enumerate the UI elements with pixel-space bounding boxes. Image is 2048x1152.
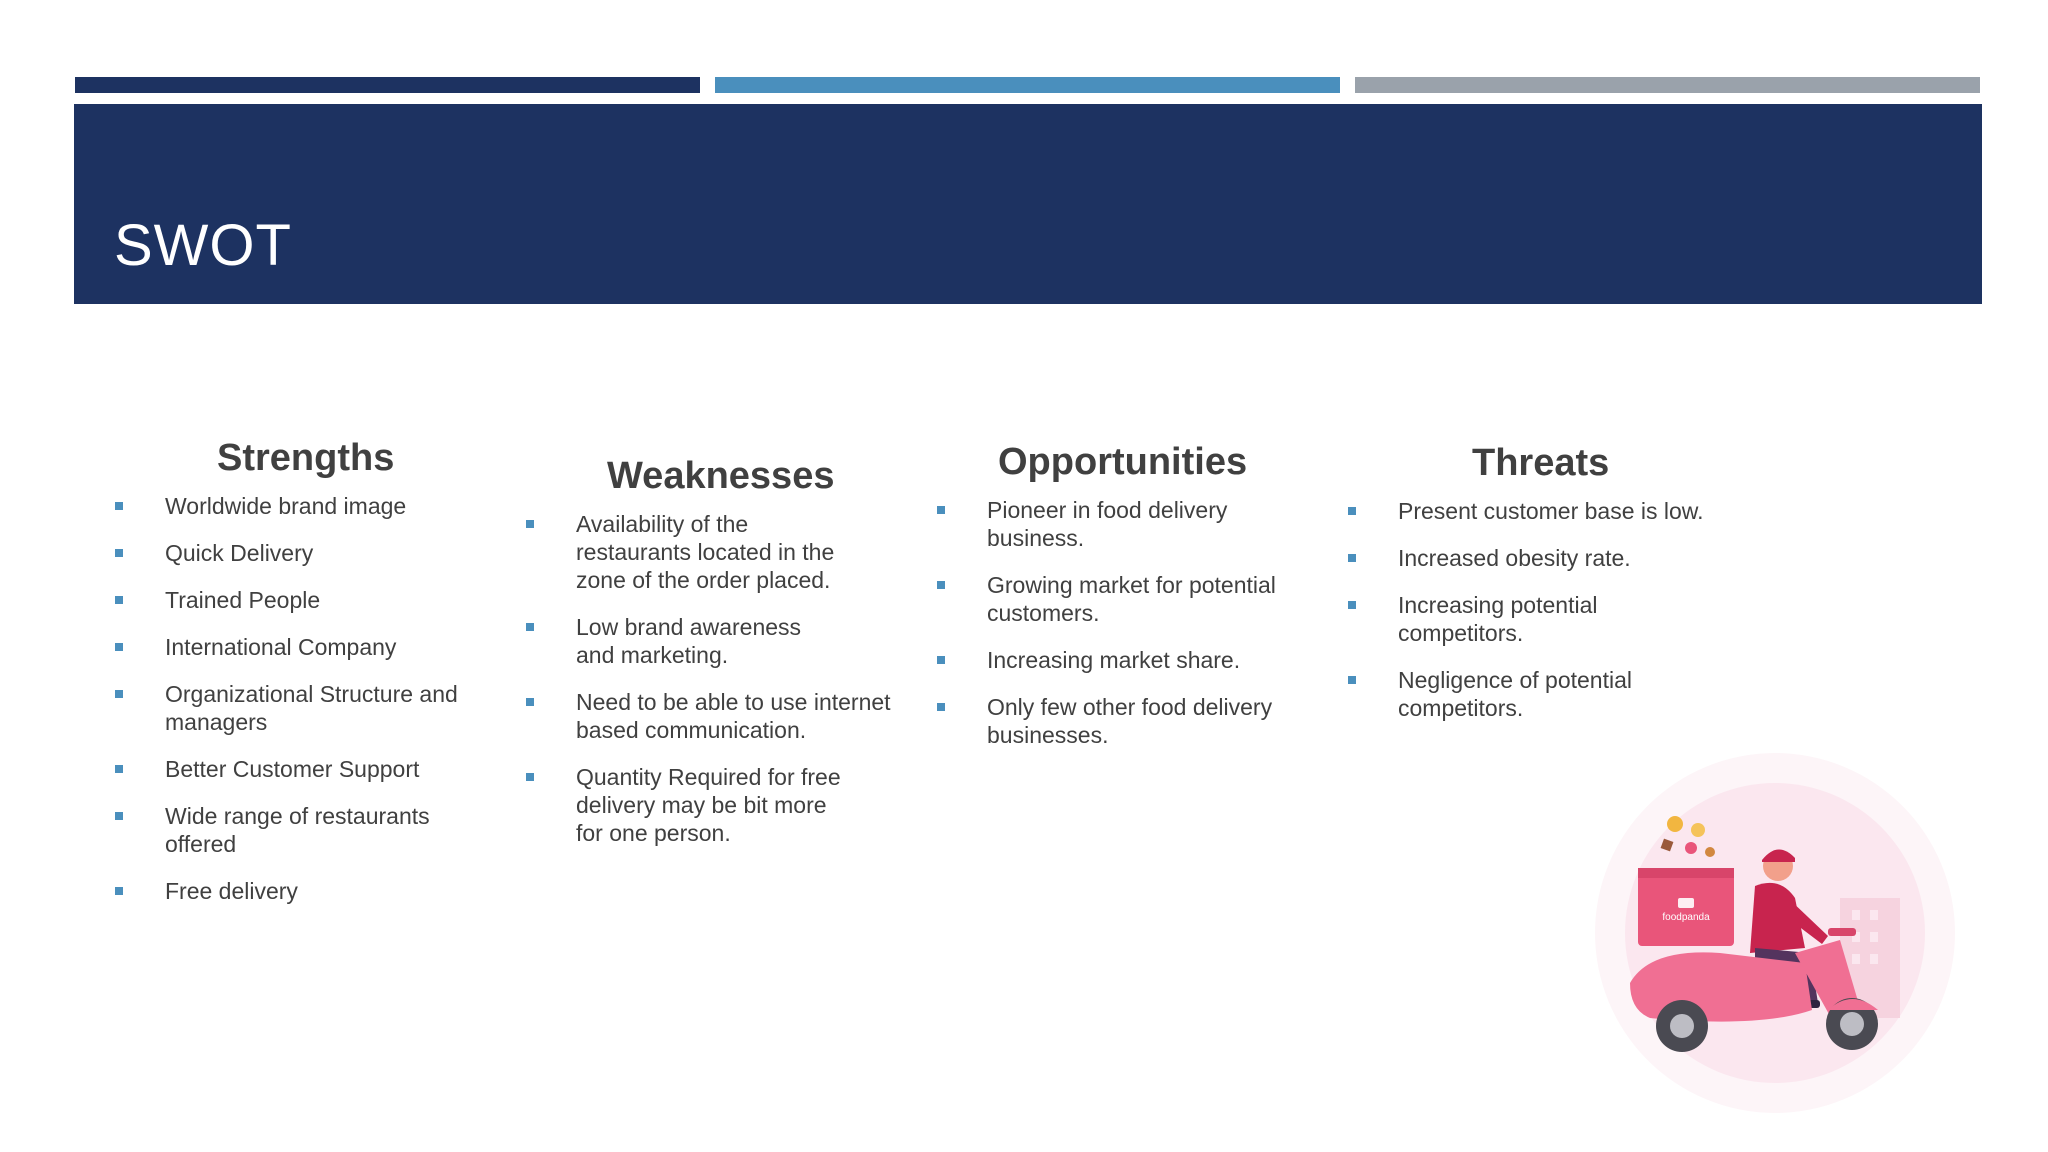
list-item: Quantity Required for free delivery may be bit more for one person. [526,763,916,847]
list-item: Present customer base is low. [1348,497,1738,525]
list-item: Increasing potential competitors. [1348,591,1738,647]
square-bullet-icon [937,506,945,514]
square-bullet-icon [937,656,945,664]
list-item: Increased obesity rate. [1348,544,1738,572]
square-bullet-icon [937,581,945,589]
list-item: Increasing market share. [937,646,1327,674]
square-bullet-icon [937,703,945,711]
weaknesses-list [526,510,916,847]
title-banner [74,104,1982,304]
list-item: International Company [115,633,505,661]
list-item: Low brand awareness and marketing. [526,613,916,669]
accent-bar-dark [75,77,700,93]
square-bullet-icon [1348,507,1356,515]
weaknesses-heading: Weaknesses [607,455,835,497]
list-item: Trained People [115,586,505,614]
list-item: Free delivery [115,877,505,905]
list-item: Only few other food delivery businesses. [937,693,1327,749]
square-bullet-icon [1348,601,1356,609]
list-item: Growing market for potential customers. [937,571,1327,627]
list-item: Better Customer Support [115,755,505,783]
square-bullet-icon [115,549,123,557]
delivery-scooter-icon [1590,748,1960,1118]
square-bullet-icon [115,643,123,651]
list-item: Wide range of restaurants offered [115,802,505,858]
svg-text:foodpanda: foodpanda [1662,912,1710,923]
list-item: Organizational Structure and managers [115,680,505,736]
square-bullet-icon [526,623,534,631]
slide-title: SWOT [114,213,292,278]
square-bullet-icon [115,690,123,698]
list-item: Availability of the restaurants located in the zone of the order placed. [526,510,916,594]
square-bullet-icon [115,812,123,820]
square-bullet-icon [1348,554,1356,562]
opportunities-column [937,440,1327,768]
strengths-column [115,436,505,924]
accent-bar-blue [715,77,1340,93]
list-item: Quick Delivery [115,539,505,567]
square-bullet-icon [115,887,123,895]
strengths-list [115,492,505,905]
accent-bar-gray [1355,77,1980,93]
square-bullet-icon [526,520,534,528]
list-item: Negligence of potential competitors. [1348,666,1738,722]
square-bullet-icon [526,698,534,706]
square-bullet-icon [115,765,123,773]
opportunities-heading: Opportunities [998,441,1248,483]
list-item: Worldwide brand image [115,492,505,520]
delivery-scooter-illustration [1590,748,1960,1118]
weaknesses-column [526,454,916,866]
threats-list [1348,497,1738,722]
strengths-heading: Strengths [217,437,395,479]
square-bullet-icon [115,502,123,510]
threats-column [1348,441,1738,741]
square-bullet-icon [526,773,534,781]
list-item: Need to be able to use internet based communication. [526,688,916,744]
list-item: Pioneer in food delivery business. [937,496,1327,552]
square-bullet-icon [115,596,123,604]
square-bullet-icon [1348,676,1356,684]
threats-heading: Threats [1472,442,1610,484]
opportunities-list [937,496,1327,749]
